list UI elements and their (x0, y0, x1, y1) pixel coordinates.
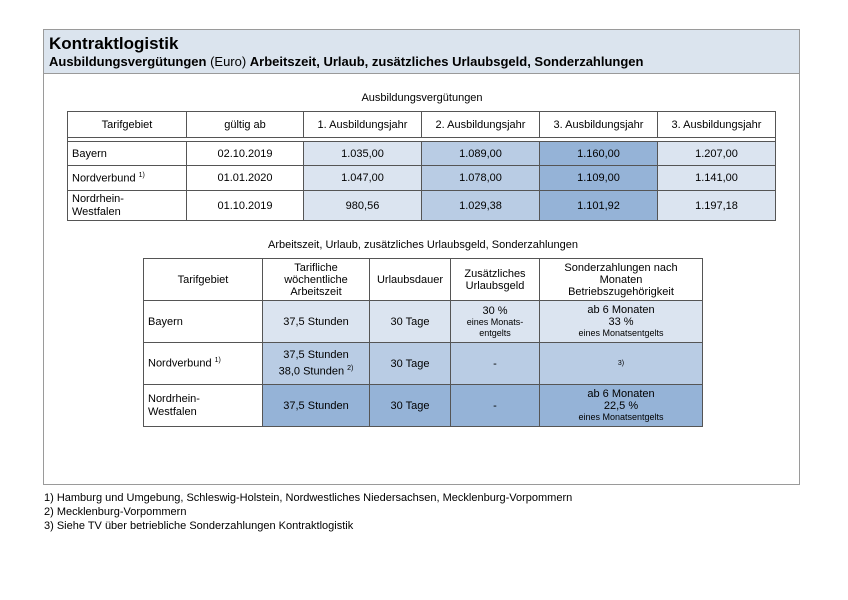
bonus-line: entgelts (479, 327, 511, 338)
region-cell (144, 385, 263, 427)
special-cell (540, 385, 703, 427)
column-header: 3. Ausbildungsjahr (540, 112, 658, 138)
region-name-line2: Westfalen (148, 405, 197, 418)
special-line: ab 6 Monaten (587, 304, 655, 316)
allowance-table (67, 111, 776, 221)
column-header (540, 259, 703, 301)
bonus-cell: - (451, 385, 540, 427)
header-line: Betriebszugehörigkeit (568, 285, 674, 298)
table-row (68, 166, 776, 191)
region-cell: Bayern (144, 301, 263, 343)
value-cell: 1.109,00 (540, 166, 658, 191)
value-cell: 1.141,00 (658, 166, 776, 191)
region-name-line1: Nordrhein- (148, 392, 200, 405)
region-name: Nordverbund (72, 172, 136, 185)
column-header: 3. Ausbildungsjahr (658, 112, 776, 138)
hours-cell (263, 343, 370, 385)
footnote: 1) Hamburg und Umgebung, Schleswig-Holstein, Nordwestliches Niedersachsen, Mecklenburg-Vorpommern (44, 492, 573, 504)
bonus-cell: - (451, 343, 540, 385)
column-header: Urlaubsdauer (370, 259, 451, 301)
page-subtitle (49, 53, 793, 70)
region-cell (68, 191, 187, 221)
header-line: Sonderzahlungen nach (564, 261, 678, 274)
footnote: 2) Mecklenburg-Vorpommern (44, 506, 187, 518)
special-cell (540, 301, 703, 343)
region-cell (68, 166, 187, 191)
header-line: Zusätzliches (464, 267, 526, 280)
bonus-line: 30 % (482, 304, 508, 317)
special-line: 33 % (608, 316, 634, 328)
table-row (144, 343, 703, 385)
subtitle-part-2: (Euro) (206, 54, 250, 69)
region-name-line2: Westfalen (72, 205, 121, 218)
document-header (44, 30, 799, 74)
value-cell: 1.029,38 (422, 191, 540, 221)
page-title: Kontraktlogistik (49, 34, 179, 53)
footnote: 3) Siehe TV über betriebliche Sonderzahlungen Kontraktlogistik (44, 520, 354, 532)
date-cell: 01.10.2019 (187, 191, 304, 221)
value-cell: 1.207,00 (658, 142, 776, 166)
bonus-cell (451, 301, 540, 343)
table-header-row (144, 259, 703, 301)
subtitle-part-3: Arbeitszeit, Urlaub, zusätzliches Urlaubsgeld, Sonderzahlungen (249, 54, 644, 69)
hours-cell: 37,5 Stunden (263, 301, 370, 343)
bonus-line: eines Monats- (466, 316, 524, 327)
special-cell: 3) (540, 343, 703, 385)
table-header-row (68, 112, 776, 138)
special-line: eines Monatsentgelts (578, 328, 664, 338)
header-line: wöchentliche (284, 273, 348, 286)
header-line: Arbeitszeit (290, 285, 342, 298)
table2-caption: Arbeitszeit, Urlaub, zusätzliches Urlaubsgeld, Sonderzahlungen (267, 239, 578, 251)
header-line: Monaten (599, 273, 643, 286)
special-line: eines Monatsentgelts (578, 412, 664, 422)
value-cell: 1.047,00 (304, 166, 422, 191)
vacation-cell: 30 Tage (370, 301, 451, 343)
footnote-ref: 1) (214, 357, 221, 365)
column-header: 1. Ausbildungsjahr (304, 112, 422, 138)
value-cell: 1.101,92 (540, 191, 658, 221)
region-name: Nordverbund (148, 357, 212, 370)
hours-value: 38,0 Stunden (278, 365, 345, 378)
value-cell: 980,56 (304, 191, 422, 221)
table1-caption: Ausbildungsvergütungen (361, 92, 483, 104)
column-header: gültig ab (187, 112, 304, 138)
header-line: Urlaubsgeld (465, 279, 525, 292)
region-cell: Bayern (68, 142, 187, 166)
column-header (263, 259, 370, 301)
subtitle-part-1: Ausbildungsvergütungen (49, 54, 207, 69)
special-line: ab 6 Monaten (587, 388, 655, 400)
table-row (144, 301, 703, 343)
hours-line (267, 362, 365, 379)
column-header: 2. Ausbildungsjahr (422, 112, 540, 138)
table-row (144, 385, 703, 427)
vacation-cell: 30 Tage (370, 385, 451, 427)
special-line: 22,5 % (603, 400, 639, 412)
region-cell (144, 343, 263, 385)
value-cell: 1.197,18 (658, 191, 776, 221)
table-row (68, 142, 776, 166)
column-header: Tarifgebiet (144, 259, 263, 301)
region-name-line1: Nordrhein- (72, 192, 124, 205)
value-cell: 1.160,00 (540, 142, 658, 166)
date-cell: 01.01.2020 (187, 166, 304, 191)
date-cell: 02.10.2019 (187, 142, 304, 166)
hours-cell: 37,5 Stunden (263, 385, 370, 427)
value-cell: 1.035,00 (304, 142, 422, 166)
footnote-ref: 2) (347, 364, 354, 372)
working-time-table (143, 258, 703, 427)
table-row (68, 191, 776, 221)
footnote-ref: 1) (138, 171, 145, 179)
header-line: Tarifliche (294, 261, 338, 274)
value-cell: 1.089,00 (422, 142, 540, 166)
hours-line: 37,5 Stunden (283, 348, 349, 361)
value-cell: 1.078,00 (422, 166, 540, 191)
vacation-cell: 30 Tage (370, 343, 451, 385)
column-header (451, 259, 540, 301)
column-header: Tarifgebiet (68, 112, 187, 138)
